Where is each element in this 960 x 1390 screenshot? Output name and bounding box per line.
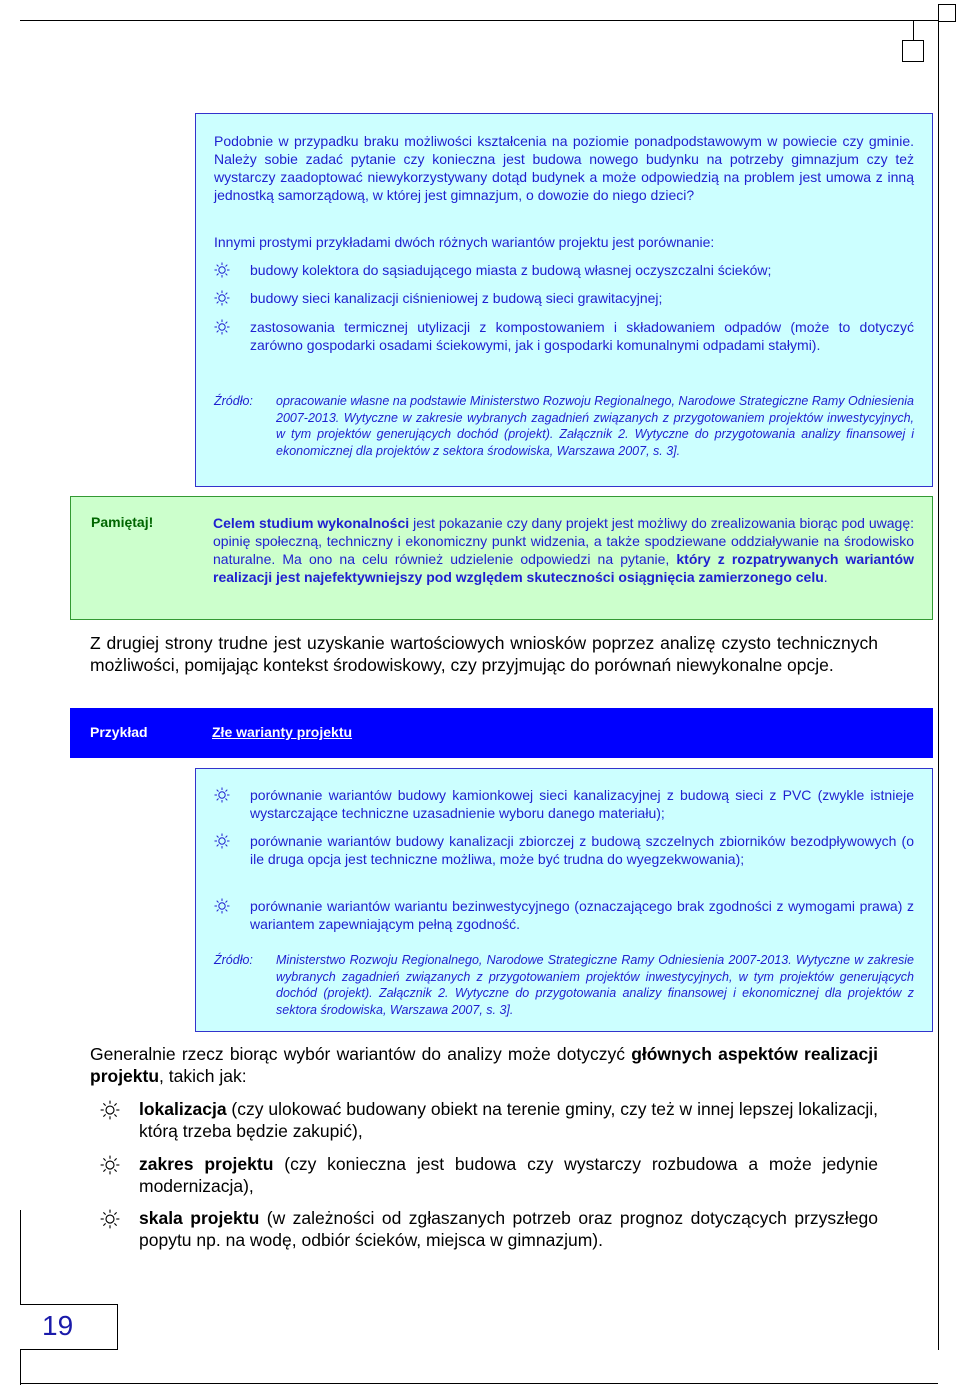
remember-label: Pamiętaj! <box>91 514 154 530</box>
bullet-sun-icon <box>214 319 230 335</box>
frame-corner-square-inner <box>902 40 924 62</box>
page-number: 19 <box>42 1310 74 1341</box>
intro-source-text: opracowanie własne na podstawie Ministerstwo Rozwoju Regionalnego, Narodowe Strategiczne Ramy Odniesienia 2007-2013. Wytyczne w zakresie wybranych zagadnień związanych z przygotowaniem projektów inwestycyjnych, w tym projektów generujących dochód (projekt). Załącznik 2. Wytyczne do przygotowania analizy finansowej i ekonomicznej dla projektów z sektora środowiska, Warszawa 2007, s. 3]. <box>276 394 914 458</box>
intro-list-item-text: budowy sieci kanalizacji ciśnieniowej z budową sieci grawitacyjnej; <box>250 290 663 306</box>
aspect-item <box>100 1153 878 1199</box>
intro-list-lead: Innymi prostymi przykładami dwóch różnych wariantów projektu jest porównanie: <box>214 234 715 250</box>
aspect-item-text <box>139 1207 878 1251</box>
intro-list-item-text: zastosowania termicznej utylizacji z kompostowaniem i składowaniem odpadów (może to dotyczyć zarówno gospodarki osadami ściekowymi, jak i gospodarki komunalnymi odpadami stałymi). <box>250 319 914 353</box>
aspects-intro-end: , takich jak: <box>159 1066 247 1086</box>
remember-box <box>70 496 933 620</box>
example-source-text: Ministerstwo Rozwoju Regionalnego, Narodowe Strategiczne Ramy Odniesienia 2007-2013. Wytyczne w zakresie wybranych zagadnień związanych z przygotowaniem projektów inwestycyjnych, w tym projektów generujących dochód (projekt). Załącznik 2. Wytyczne do przygotowania analizy finansowej i ekonomicznej dla projektów z sektora środowiska, Warszawa 2007, s. 3]. <box>276 953 914 1017</box>
bullet-sun-icon <box>214 787 230 803</box>
intro-box <box>195 113 933 487</box>
intro-list-item <box>214 318 914 374</box>
remember-bold-1: Celem studium wykonalności <box>213 515 410 531</box>
aspect-item <box>100 1098 878 1144</box>
frame-bottom-line <box>20 1383 938 1384</box>
remember-text-2: . <box>823 569 828 585</box>
aspects-intro-text: Generalnie rzecz biorąc wybór wariantów do analizy może dotyczyć <box>90 1044 632 1064</box>
aspects-intro-bold: głównych aspektów realizacji projektu <box>90 1044 878 1086</box>
frame-corner-square <box>938 4 956 22</box>
intro-list-item <box>214 261 914 281</box>
body-paragraph: Z drugiej strony trudne jest uzyskanie wartościowych wniosków poprzez analizę czysto technicznych możliwości, pomijając kontekst środowiskowy, czy przyjmując do porównań niewykonalne opcje. <box>90 633 878 675</box>
aspect-item-desc: (w zależności od zgłaszanych potrzeb oraz prognoz dotyczących przyszłego popytu np. na wodę, odbiór ścieków, miejsca w gimnazjum). <box>139 1208 878 1250</box>
example-source-label: Źródło: <box>214 953 253 967</box>
example-box <box>195 768 933 1032</box>
example-list-item <box>214 897 914 935</box>
example-banner <box>70 708 933 758</box>
page-number-box <box>20 1304 118 1350</box>
aspect-item-text <box>139 1098 878 1142</box>
bullet-sun-icon <box>214 290 230 306</box>
remember-bold-2: który z rozpatrywanych wariantów realizacji jest najefektywniejszy pod względem skuteczności osiągnięcia zamierzonego celu <box>213 551 914 585</box>
intro-list-item-text: budowy kolektora do sąsiadującego miasta z budową własnej oczyszczalni ścieków; <box>250 262 772 278</box>
aspect-item <box>100 1207 878 1253</box>
bullet-sun-icon <box>100 1155 120 1175</box>
aspect-item-bold: skala projektu <box>139 1208 260 1228</box>
example-list-item-text: porównanie wariantów wariantu bezinwestycyjnego (oznaczającego brak zgodności z wymogami prawa) z wariantem zapewniającym pełną zgodność. <box>250 898 914 932</box>
intro-source-label: Źródło: <box>214 394 253 408</box>
frame-right-line <box>938 20 939 1350</box>
intro-list-item <box>214 289 914 309</box>
frame-left-line <box>20 1210 21 1385</box>
aspect-item-desc: (czy konieczna jest budowa czy wystarczy rozbudowa a może jedynie modernizacja), <box>139 1154 879 1196</box>
example-list-item <box>214 786 914 824</box>
example-list-item-text: porównanie wariantów budowy kamionkowej sieci kanalizacyjnej z budową sieci z PVC (zwykle istnieje wystarczające techniczne uzasadnienie wyboru danego materiału); <box>250 787 914 821</box>
aspect-item-bold: lokalizacja <box>139 1099 227 1119</box>
example-list-item <box>214 832 914 888</box>
aspect-item-bold: zakres projektu <box>139 1154 274 1174</box>
example-title: Złe warianty projektu <box>212 724 353 740</box>
intro-paragraph: Podobnie w przypadku braku możliwości kształcenia na poziomie ponadpodstawowym w powiecie czy gminie. Należy sobie zadać pytanie czy konieczna jest budowa nowego budynku na potrzeby gimnazjum czy też wystarczy zaadoptować niewykorzystywany dotąd budynek a może odpowiedzią na problem jest umowa z inną jednostką samorządową, w której jest gimnazjum, o dowozie do niego dzieci? <box>214 133 914 203</box>
remember-text <box>213 514 914 586</box>
bullet-sun-icon <box>100 1100 120 1120</box>
bullet-sun-icon <box>214 833 230 849</box>
aspect-item-text <box>139 1153 878 1197</box>
remember-text-1: jest pokazanie czy dany projekt jest możliwy do zrealizowania biorąc pod uwagę: opinię społeczną, techniczny i ekonomiczny punkt widzenia, a także spodziewane oddziaływanie na środowisko naturalne. Ma ono na celu również udzielenie odpowiedzi na pytanie, <box>213 515 914 567</box>
example-list-item-text: porównanie wariantów budowy kanalizacji zbiorczej z budową szczelnych zbiorników bezodpływowych (o ile druga opcja jest techniczne możliwa, może być trudna do wyegzekwowania); <box>250 833 914 867</box>
frame-top-line <box>20 20 940 21</box>
bullet-sun-icon <box>214 898 230 914</box>
bullet-sun-icon <box>100 1209 120 1229</box>
aspects-intro <box>90 1043 878 1087</box>
example-label: Przykład <box>90 724 148 740</box>
aspect-item-desc: (czy ulokować budowany obiekt na terenie gminy, czy też w innej lepszej lokalizacji, którą trzeba będzie zakupić), <box>139 1099 878 1141</box>
bullet-sun-icon <box>214 262 230 278</box>
